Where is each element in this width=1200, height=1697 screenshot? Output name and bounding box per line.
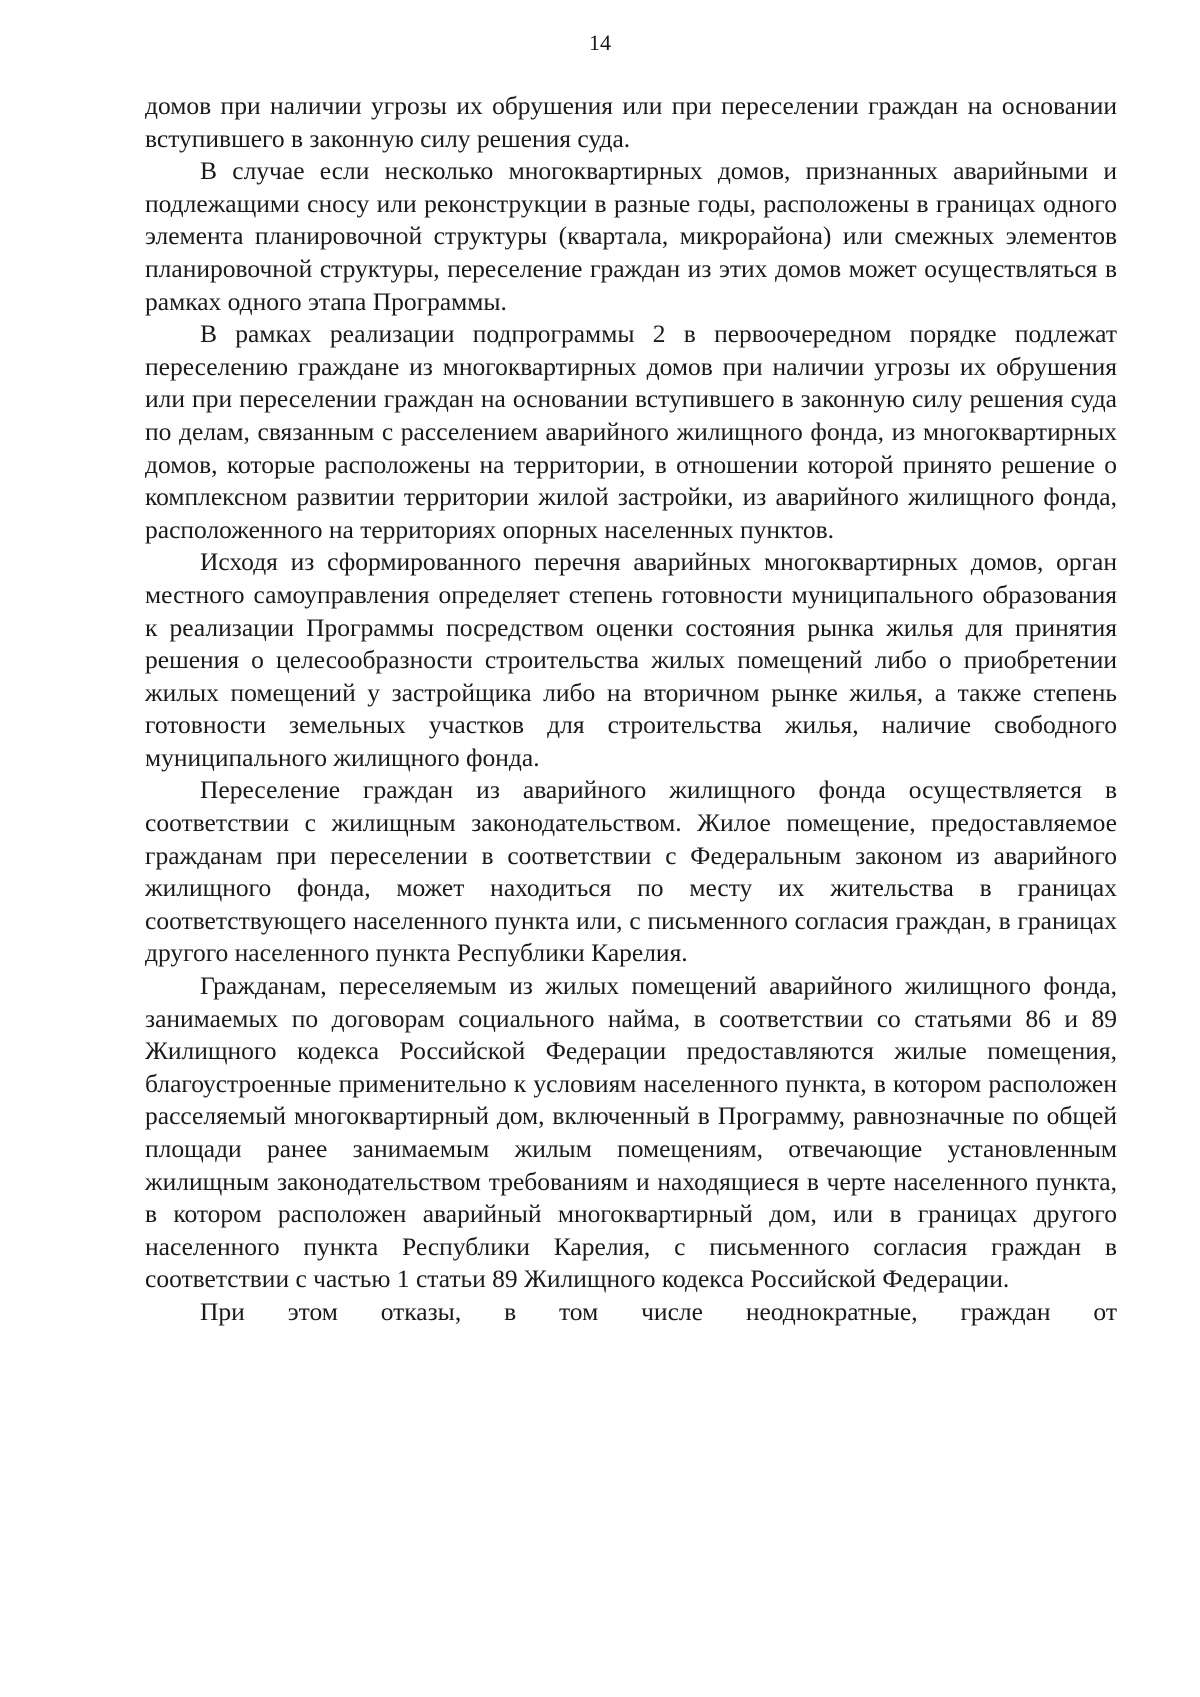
document-body — [145, 90, 1117, 1329]
paragraph-resettlement-legislation: Переселение граждан из аварийного жилищного фонда осуществляется в соответствии с жилищным законодательством. Жилое помещение, предоставляемое гражданам при переселении в соответствии с Федеральным законом из аварийного жилищного фонда, может находиться по месту их жительства в границах соответствующего населенного пункта или, с письменного согласия граждан, в границах другого населенного пункта Республики Карелия. — [145, 775, 1117, 968]
paragraph-refusals: При этом отказы, в том числе неоднократные, граждан от — [200, 1296, 1117, 1326]
page-number: 14 — [589, 30, 611, 55]
paragraph-neighbouring-houses: В случае если несколько многоквартирных домов, признанных аварийными и подлежащими сносу или реконструкции в разные годы, расположены в границах одного элемента планировочной структуры (квартала, микрорайона) или смежных элементов планировочной структуры, переселение граждан из этих домов может осуществляться в рамках одного этапа Программы. — [145, 156, 1117, 316]
paragraph-subprogram-2-priority: В рамках реализации подпрограммы 2 в первоочередном порядке подлежат переселению граждане из многоквартирных домов при наличии угрозы их обрушения или при переселении граждан на основании вступившего в законную силу решения суда по делам, связанным с расселением аварийного жилищного фонда, из многоквартирных домов, которые расположены на территории, в отношении которой принято решение о комплексном развитии территории жилой застройки, из аварийного жилищного фонда, расположенного на территориях опорных населенных пунктов. — [145, 319, 1117, 544]
paragraph-social-tenancy: Гражданам, переселяемым из жилых помещений аварийного жилищного фонда, занимаемых по договорам социального найма, в соответствии со статьями 86 и 89 Жилищного кодекса Российской Федерации предоставляются жилые помещения, благоустроенные применительно к условиям населенного пункта, в котором расположен расселяемый многоквартирный дом, включенный в Программу, равнозначные по общей площади ранее занимаемым жилым помещениям, отвечающие установленным жилищным законодательством требованиям и находящиеся в черте населенного пункта, в котором расположен аварийный многоквартирный дом, или в границах другого населенного пункта Республики Карелия, с письменного согласия граждан в соответствии с частью 1 статьи 89 Жилищного кодекса Российской Федерации. — [145, 971, 1117, 1294]
paragraph-continuation: домов при наличии угрозы их обрушения или при переселении граждан на основании вступившего в законную силу решения суда. — [145, 91, 1117, 153]
paragraph-readiness-assessment: Исходя из сформированного перечня аварийных многоквартирных домов, орган местного самоуправления определяет степень готовности муниципального образования к реализации Программы посредством оценки состояния рынка жилья для принятия решения о целесообразности строительства жилых помещений либо о приобретении жилых помещений у застройщика либо на вторичном рынке жилья, а также степень готовности земельных участков для строительства жилья, наличие свободного муниципального жилищного фонда. — [145, 547, 1117, 772]
